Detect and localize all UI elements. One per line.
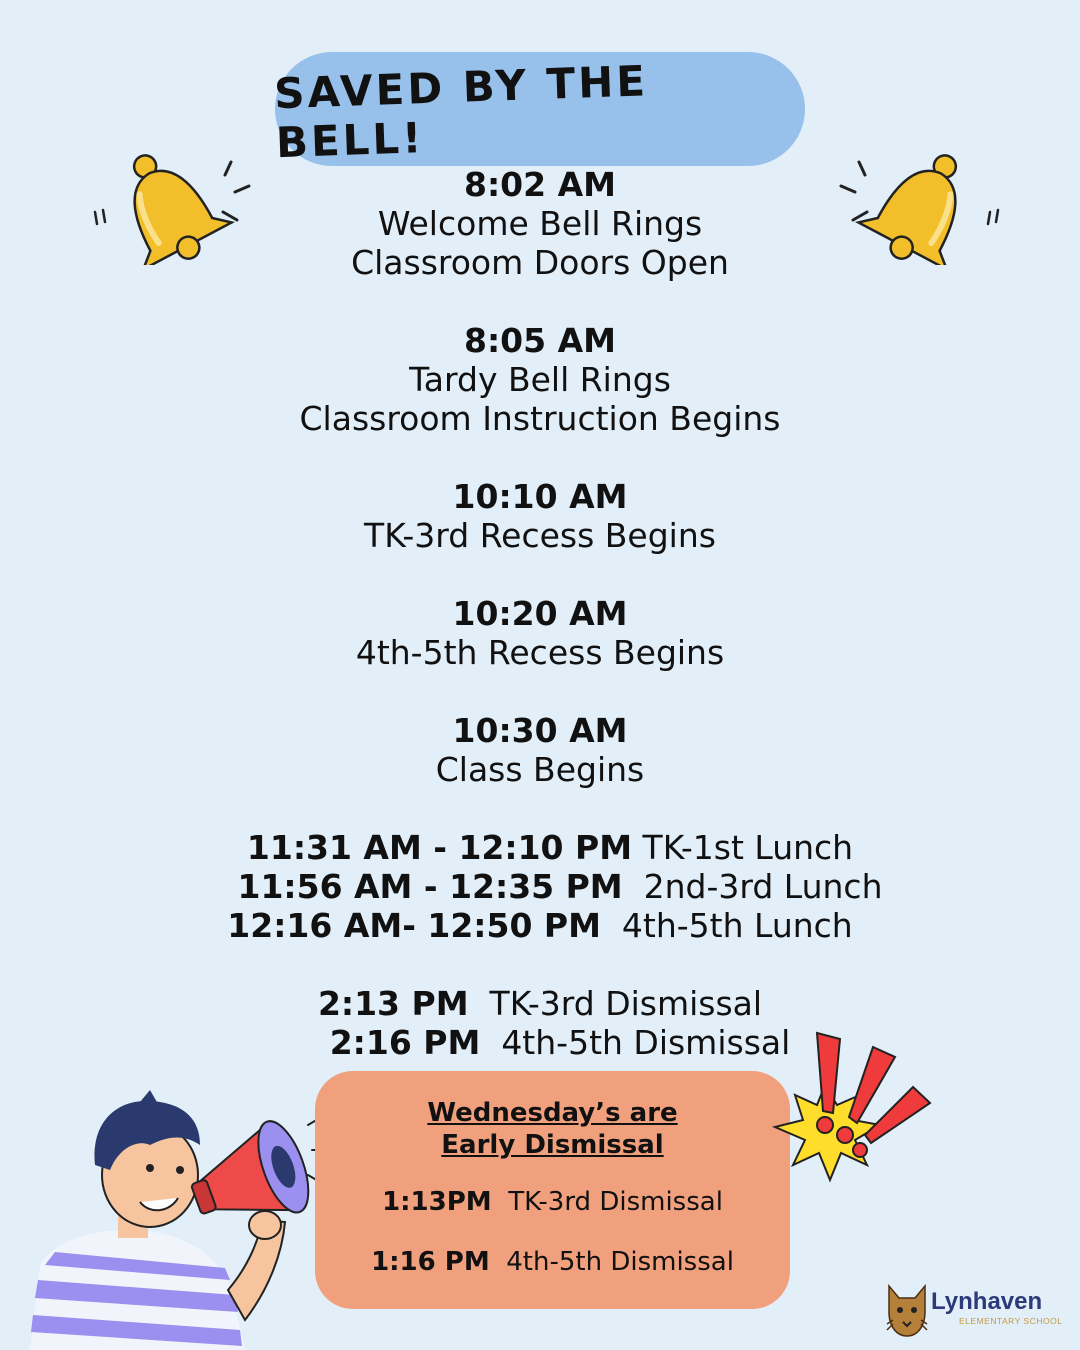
schedule-desc: 4th-5th Recess Begins (355, 633, 725, 672)
megaphone-person-illustration (0, 1090, 340, 1350)
schedule-time: 10:20 AM (452, 594, 628, 633)
lunch-time: 11:31 AM - 12:10 PM (246, 828, 633, 867)
schedule-time: 8:05 AM (464, 321, 616, 360)
callout-row (315, 1187, 790, 1217)
schedule-block (0, 711, 1080, 789)
callout-time: 1:13PM (382, 1187, 492, 1217)
schedule-desc: Class Begins (435, 750, 645, 789)
schedule-desc: Welcome Bell Rings (377, 204, 703, 243)
callout-heading (315, 1097, 790, 1161)
schedule-time: 10:10 AM (452, 477, 628, 516)
title-banner (275, 52, 805, 166)
lunch-label: TK-1st Lunch (642, 828, 854, 867)
exclamation-burst-icon (745, 1025, 940, 1195)
callout-label: 4th-5th Dismissal (506, 1247, 734, 1277)
lunch-time: 12:16 AM- 12:50 PM (227, 906, 601, 945)
schedule-block (0, 165, 1080, 282)
schedule-desc: Classroom Doors Open (351, 243, 729, 282)
lunch-row (0, 828, 1080, 867)
wednesday-callout (315, 1071, 790, 1309)
schedule-block (0, 594, 1080, 672)
lunch-label: 2nd-3rd Lunch (643, 867, 883, 906)
schedule-time: 8:02 AM (464, 165, 616, 204)
schedule-block (0, 321, 1080, 438)
dismissal-time: 2:16 PM (329, 1023, 481, 1062)
callout-label: TK-3rd Dismissal (508, 1187, 723, 1217)
logo-name: Lynhaven (931, 1288, 1043, 1315)
school-logo (885, 1282, 1065, 1338)
schedule-block (0, 477, 1080, 555)
callout-heading-line: Early Dismissal (441, 1130, 664, 1160)
logo-subtitle: ELEMENTARY SCHOOL (959, 1316, 1063, 1326)
lunch-row (0, 867, 1080, 906)
lunch-time: 11:56 AM - 12:35 PM (237, 867, 623, 906)
page-title: SAVED BY THE BELL! (273, 56, 649, 168)
callout-time: 1:16 PM (371, 1247, 490, 1277)
schedule-desc: TK-3rd Recess Begins (364, 516, 716, 555)
lynx-logo-icon (885, 1282, 929, 1338)
schedule-desc: Tardy Bell Rings (409, 360, 671, 399)
dismissal-label: 4th-5th Dismissal (501, 1023, 791, 1062)
callout-row (315, 1247, 790, 1277)
dismissal-label: TK-3rd Dismissal (489, 984, 763, 1023)
dismissal-time: 2:13 PM (317, 984, 469, 1023)
callout-heading-line: Wednesday’s are (427, 1098, 678, 1128)
dismissal-row (0, 984, 1080, 1023)
schedule-time: 10:30 AM (452, 711, 628, 750)
lunch-row (0, 906, 1080, 945)
schedule-desc: Classroom Instruction Begins (299, 399, 781, 438)
lunch-label: 4th-5th Lunch (621, 906, 853, 945)
